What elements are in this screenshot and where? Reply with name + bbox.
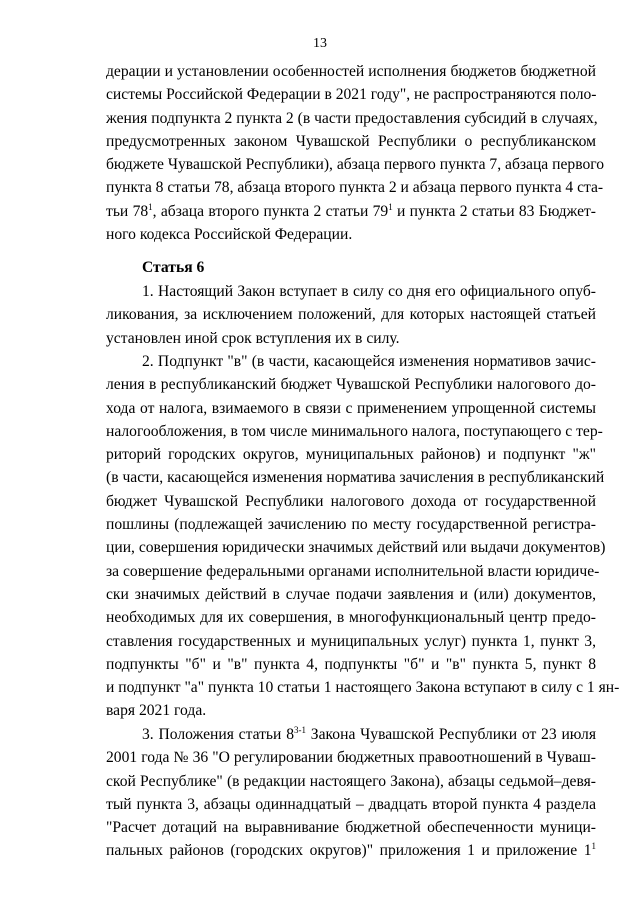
text-fragment: Закона Чувашской Республики от 23 июля xyxy=(306,726,596,743)
text-line-with-superscripts xyxy=(106,200,596,223)
text-line: "Расчет дотаций на выравнивание бюджетной обеспеченности муници- xyxy=(106,819,596,837)
article-heading: Статья 6 xyxy=(142,259,205,276)
text-line: ции, совершения юридически значимых действий или выдачи документов) xyxy=(106,539,606,557)
text-line: жения подпункта 2 пункта 2 (в части предоставления субсидий в случаях, xyxy=(106,109,598,127)
text-line: варя 2021 года. xyxy=(106,702,207,720)
text-line: ления в республиканский бюджет Чувашской Республики налогового до- xyxy=(106,376,596,394)
text-line: за совершение федеральными органами исполнительной власти юридиче- xyxy=(106,562,600,580)
text-line: бюджет Чувашской Республики налогового дохода от государственной xyxy=(106,492,596,510)
text-line: пункта 8 статьи 78, абзаца второго пункта 2 и абзаца первого пункта 4 ста- xyxy=(106,179,604,197)
superscript: 1 xyxy=(591,841,596,852)
superscript: 1 xyxy=(148,201,153,212)
text-line: необходимых для их совершения, в многофункциональный центр предо- xyxy=(106,609,596,627)
text-line: хода от налога, взимаемого в связи с применением упрощенной системы xyxy=(106,399,596,417)
text-line: ного кодекса Российской Федерации. xyxy=(106,226,353,244)
text-line: бюджете Чувашской Республики), абзаца первого пункта 7, абзаца первого xyxy=(106,156,605,174)
text-line: и подпункт "а" пункта 10 статьи 1 настоящего Закона вступают в силу с 1 ян- xyxy=(106,679,620,697)
page-number: 13 xyxy=(313,36,327,51)
text-fragment: тьи 78 xyxy=(106,202,149,220)
text-line: предусмотренных законом Чувашской Республики о республиканском xyxy=(106,132,596,150)
intro-paragraph xyxy=(106,60,605,246)
article-section xyxy=(106,256,596,279)
text-line: налогообложения, в том числе минимального налога, поступающего с тер- xyxy=(106,422,603,440)
text-line: 1. Настоящий Закон вступает в силу со дня его официального опуб- xyxy=(142,283,596,300)
text-line: ской Республике" (в редакции настоящего Закона), абзацы седьмой–девя- xyxy=(106,772,596,790)
text-line: системы Российской Федерации в 2021 году", не распространяются поло- xyxy=(106,86,597,104)
text-line: 2001 года № 36 "О регулировании бюджетных правоотношений в Чуваш- xyxy=(106,749,596,767)
text-line-with-superscript xyxy=(106,839,596,862)
text-line: 2. Подпункт "в" (в части, касающейся изменения нормативов зачис- xyxy=(142,353,596,370)
text-line: риторий городских округов, муниципальных районов) и подпункт "ж" xyxy=(106,446,596,464)
text-line: ставления государственных и муниципальных услуг) пункта 1, пункт 3, xyxy=(106,632,596,650)
text-line: ски значимых действий в случае подачи заявления и (или) документов, xyxy=(106,585,596,603)
superscript: 3-1 xyxy=(294,724,306,735)
article-paragraph-2 xyxy=(106,350,620,723)
text-fragment: , абзаца второго пункта 2 статьи 79 xyxy=(152,202,389,220)
text-fragment: и пункта 2 статьи 83 Бюджет- xyxy=(392,202,596,220)
text-line: подпункты "б" и "в" пункта 4, подпункты "б" и "в" пункта 5, пункт 8 xyxy=(106,655,596,673)
article-paragraph-1 xyxy=(106,280,596,350)
superscript: 1 xyxy=(388,201,393,212)
text-line: установлен иной срок вступления их в силу. xyxy=(106,329,400,347)
text-line-with-superscript xyxy=(106,723,596,746)
text-line: дерации и установлении особенностей исполнения бюджетов бюджетной xyxy=(106,63,596,80)
text-fragment: 3. Положения статьи 8 xyxy=(142,726,294,743)
text-line: тый пункта 3, абзацы одиннадцатый – двадцать второй пункта 4 раздела xyxy=(106,795,596,813)
text-line: ликования, за исключением положений, для которых настоящей статьей xyxy=(106,306,596,324)
article-paragraph-3 xyxy=(106,723,596,863)
text-fragment: пальных районов (городских округов)" приложения 1 и приложение 1 xyxy=(106,842,592,860)
text-line: пошлины (подлежащей зачислению по месту государственной регистра- xyxy=(106,516,596,534)
text-line: (в части, касающейся изменения норматива зачисления в республиканский xyxy=(106,469,605,487)
